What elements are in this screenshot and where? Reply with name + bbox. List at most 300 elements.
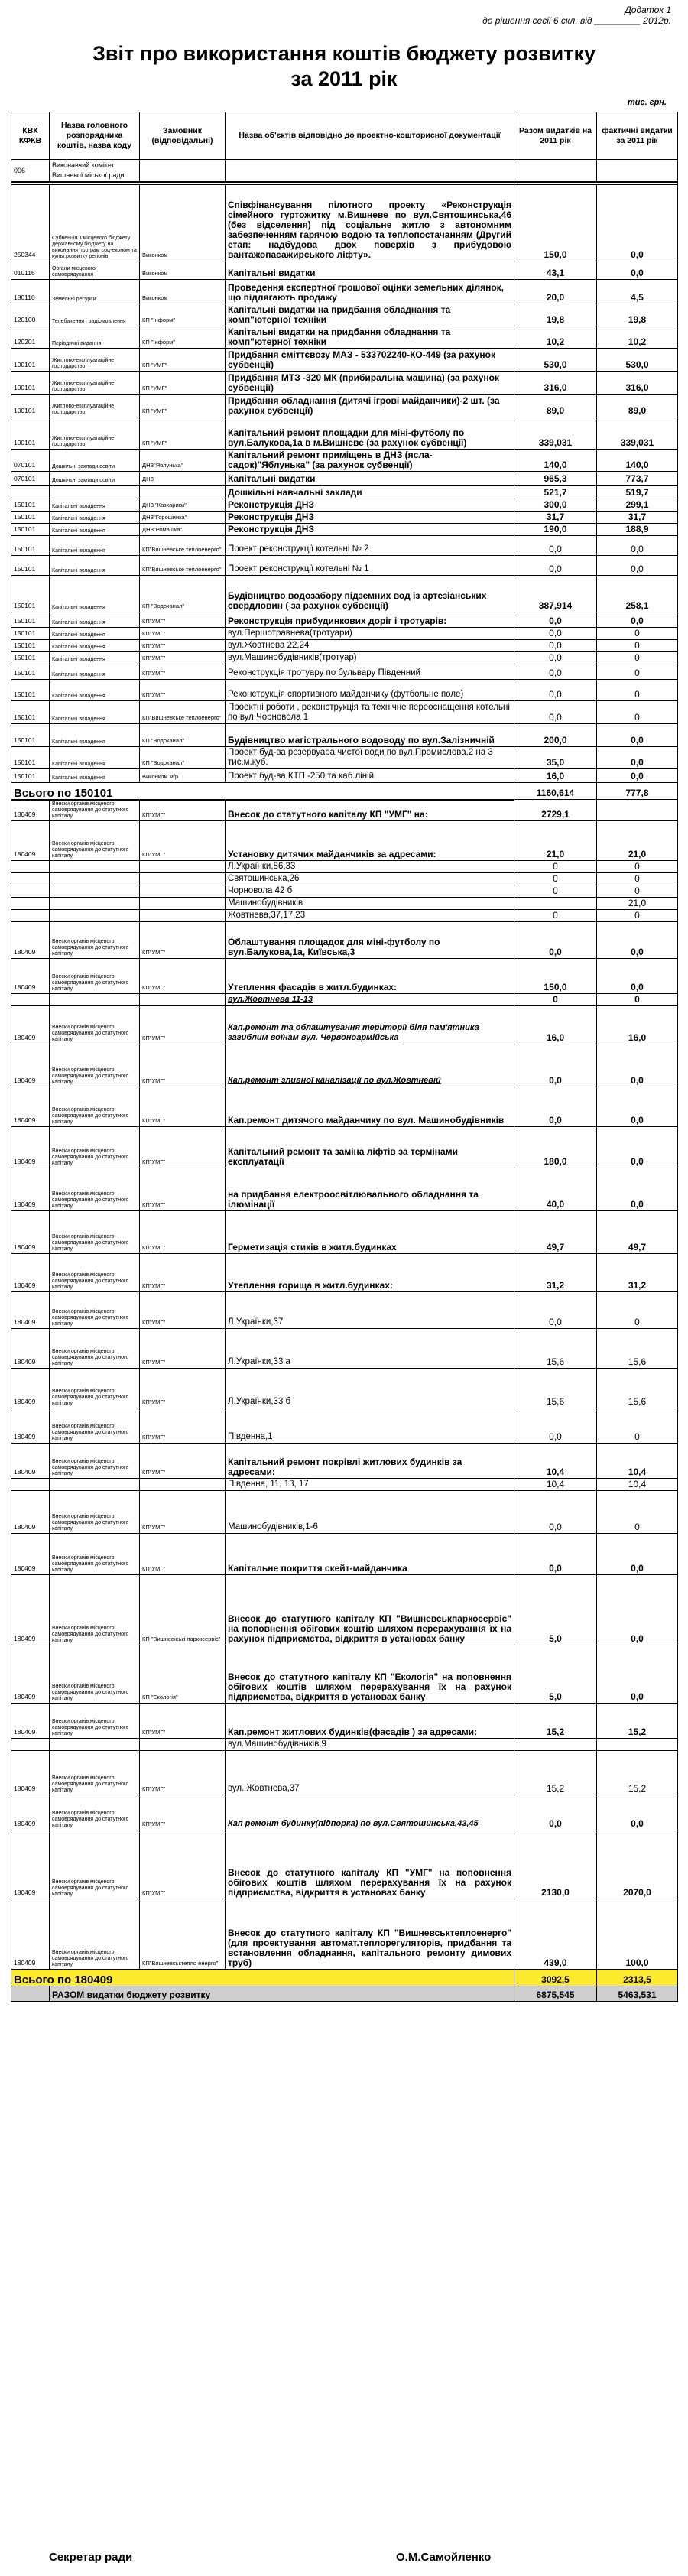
total-150101-label: Всього по 150101 — [11, 783, 514, 800]
table-row — [11, 349, 678, 372]
row-fact: 0 — [597, 1408, 678, 1443]
row-fact: 140,0 — [597, 450, 678, 472]
row-customer: КП"УМГ" — [140, 1210, 226, 1253]
total-150101-plan: 1160,614 — [514, 783, 597, 800]
row-customer: КП "УМГ" — [140, 349, 226, 372]
row-fact: 0,0 — [597, 261, 678, 280]
row-customer: КП"УМГ" — [140, 820, 226, 860]
row-manager: Житлово-експлуатаційне господарство — [50, 372, 140, 395]
row-kfk: 180409 — [11, 921, 50, 958]
row-kfk: 150101 — [11, 576, 50, 612]
row-manager: Капітальні вкладення — [50, 724, 140, 747]
decision-label: до рішення сесії 6 скл. від _________ 2012р. — [482, 15, 671, 26]
table-row — [11, 1044, 678, 1087]
row-object: Капітальні видатки на придбання обладнання та комп"ютерної техніки — [226, 304, 514, 326]
row-customer: КП"УМГ" — [140, 1328, 226, 1368]
row-manager: Внески органів місцевого самоврядування до статутного капіталу — [50, 1044, 140, 1087]
row-manager — [50, 909, 140, 921]
row-customer: КП"УМГ" — [140, 628, 226, 640]
row-kfk: 150101 — [11, 524, 50, 536]
table-row — [11, 1533, 678, 1574]
col-planned: Разом видатків на 2011 рік — [514, 112, 597, 160]
page-title — [0, 41, 688, 92]
row-customer — [140, 993, 226, 1005]
row-customer: КП"УМГ" — [140, 921, 226, 958]
row-manager: Внески органів місцевого самоврядування до статутного капіталу — [50, 1443, 140, 1478]
row-object: Проект буд-ва резервуара чистої води по вул.Промислова,2 на 3 тис.м.куб. — [226, 747, 514, 769]
row-customer: ДНЗ — [140, 472, 226, 486]
row-fact: 10,4 — [597, 1478, 678, 1490]
row-manager: Капітальні вкладення — [50, 652, 140, 664]
row-plan: 0,0 — [514, 1291, 597, 1328]
row-manager: Внески органів місцевого самоврядування до статутного капіталу — [50, 1899, 140, 1969]
row-plan: 49,7 — [514, 1210, 597, 1253]
row-manager: Капітальні вкладення — [50, 769, 140, 783]
row-manager — [50, 872, 140, 885]
row-fact: 0,0 — [597, 1645, 678, 1703]
annex-header — [411, 5, 671, 26]
table-row — [11, 524, 678, 536]
col-customer: Замовник (відповідальні) — [140, 112, 226, 160]
row-object: Установку дитячих майданчиків за адресами: — [226, 820, 514, 860]
row-fact: 773,7 — [597, 472, 678, 486]
row-customer: КП "Водоканал" — [140, 747, 226, 769]
total-150101-fact: 777,8 — [597, 783, 678, 800]
row-plan: 5,0 — [514, 1645, 597, 1703]
row-manager: Дошкільні заклади освіти — [50, 472, 140, 486]
row-kfk — [11, 1738, 50, 1750]
row-kfk — [11, 885, 50, 897]
row-object: Співфінансування пілотного проекту «Реконструкція сімейного гуртожитку м.Вишневе по вул.Святошинська,46 (без відселення) під соціальне житло з автономним забезпеченням гарячою водою та теплопостачанням (Другий етап: надбудова двох поверхів з прибудовою вантажопасажирського ліфту». — [226, 185, 514, 261]
row-plan: 0,0 — [514, 556, 597, 576]
row-fact: 0 — [597, 885, 678, 897]
row-manager: Капітальні вкладення — [50, 664, 140, 680]
row-fact: 21,0 — [597, 820, 678, 860]
row-object: Капітальний ремонт та заміна ліфтів за термінами експлуатації — [226, 1126, 514, 1168]
row-object: вул.Першотравнева(тротуари) — [226, 628, 514, 640]
grand-total-fact: 5463,531 — [597, 1986, 678, 2001]
row-fact: 0,0 — [597, 556, 678, 576]
row-plan: 0,0 — [514, 921, 597, 958]
col-manager: Назва головного розпорядника коштів, назва коду — [50, 112, 140, 160]
table-row — [11, 1005, 678, 1044]
row-kfk — [11, 860, 50, 872]
row-plan: 19,8 — [514, 304, 597, 326]
row-customer: КП"УМГ" — [140, 1044, 226, 1087]
row-plan: 15,2 — [514, 1703, 597, 1738]
table-row — [11, 701, 678, 724]
row-kfk: 180409 — [11, 1087, 50, 1126]
table-row — [11, 304, 678, 326]
row-customer: КП"Вишневське теплоенерго" — [140, 556, 226, 576]
table-row — [11, 1126, 678, 1168]
row-fact: 0,0 — [597, 185, 678, 261]
row-manager: Внески органів місцевого самоврядування до статутного капіталу — [50, 1645, 140, 1703]
row-customer: КП"УМГ" — [140, 1368, 226, 1408]
row-manager: Внески органів місцевого самоврядування до статутного капіталу — [50, 1830, 140, 1899]
row-manager: Капітальні вкладення — [50, 524, 140, 536]
row-manager: Внески органів місцевого самоврядування до статутного капіталу — [50, 1087, 140, 1126]
table-row — [11, 280, 678, 304]
table-row — [11, 1368, 678, 1408]
row-object: Утеплення фасадів в житл.будинках: — [226, 958, 514, 993]
row-fact: 0 — [597, 680, 678, 701]
row-manager: Внески органів місцевого самоврядування до статутного капіталу — [50, 1703, 140, 1738]
row-fact: 0 — [597, 628, 678, 640]
table-row — [11, 921, 678, 958]
col-manager-sub: Виконавчий комітет Вишневої міської ради — [50, 160, 140, 183]
row-fact: 2070,0 — [597, 1830, 678, 1899]
row-object: Капітальні видатки — [226, 261, 514, 280]
table-row — [11, 747, 678, 769]
row-kfk — [11, 486, 50, 499]
row-object: Капітальні видатки на придбання обладнання та комп"ютерної техніки — [226, 326, 514, 349]
row-fact: 0 — [597, 993, 678, 1005]
row-kfk: 180409 — [11, 1645, 50, 1703]
table-row — [11, 1795, 678, 1830]
row-customer — [140, 897, 226, 909]
row-kfk: 180409 — [11, 1795, 50, 1830]
table-row — [11, 1478, 678, 1490]
row-manager: Капітальні вкладення — [50, 556, 140, 576]
row-manager: Капітальні вкладення — [50, 640, 140, 652]
row-customer: КП"УМГ" — [140, 1830, 226, 1899]
row-object: Святошинська,26 — [226, 872, 514, 885]
row-kfk: 180409 — [11, 1899, 50, 1969]
row-fact: 15,6 — [597, 1328, 678, 1368]
table-row — [11, 1408, 678, 1443]
row-fact: 31,7 — [597, 512, 678, 524]
row-plan: 339,031 — [514, 417, 597, 450]
row-manager: Капітальні вкладення — [50, 747, 140, 769]
row-kfk: 150101 — [11, 556, 50, 576]
row-manager — [50, 860, 140, 872]
row-plan: 2729,1 — [514, 800, 597, 821]
row-fact: 0 — [597, 701, 678, 724]
row-object: Машинобудівників — [226, 897, 514, 909]
table-row — [11, 372, 678, 395]
total-180409-plan: 3092,5 — [514, 1969, 597, 1986]
row-plan — [514, 897, 597, 909]
row-kfk: 150101 — [11, 612, 50, 628]
row-customer: КП"УМГ" — [140, 1443, 226, 1478]
table-row — [11, 1443, 678, 1478]
row-manager: Дошкільні заклади освіти — [50, 450, 140, 472]
row-customer: КП"УМГ" — [140, 1795, 226, 1830]
row-manager: Капітальні вкладення — [50, 499, 140, 512]
table-row — [11, 1750, 678, 1795]
row-kfk — [11, 909, 50, 921]
row-customer — [140, 1478, 226, 1490]
table-row — [11, 1490, 678, 1533]
row-object: Кап.ремонт та облаштування території біля пам'ятника загиблим воїнам вул. Червоноармійська — [226, 1005, 514, 1044]
row-manager: Капітальні вкладення — [50, 680, 140, 701]
row-fact: 19,8 — [597, 304, 678, 326]
row-kfk: 180409 — [11, 1443, 50, 1478]
row-kfk: 180409 — [11, 1533, 50, 1574]
row-object: Жовтнева,37,17,23 — [226, 909, 514, 921]
row-kfk: 180409 — [11, 1291, 50, 1328]
row-object: Реконструкція ДНЗ — [226, 512, 514, 524]
table-row — [11, 512, 678, 524]
table-row — [11, 993, 678, 1005]
row-kfk: 150101 — [11, 701, 50, 724]
row-plan: 16,0 — [514, 1005, 597, 1044]
row-manager: Внески органів місцевого самоврядування до статутного капіталу — [50, 921, 140, 958]
table-row — [11, 872, 678, 885]
row-customer: КП"УМГ" — [140, 1408, 226, 1443]
row-fact: 188,9 — [597, 524, 678, 536]
row-fact: 339,031 — [597, 417, 678, 450]
row-plan: 316,0 — [514, 372, 597, 395]
row-manager: Внески органів місцевого самоврядування до статутного капіталу — [50, 1368, 140, 1408]
row-plan: 180,0 — [514, 1126, 597, 1168]
row-manager: Органи місцевого самоврядування — [50, 261, 140, 280]
table-row — [11, 576, 678, 612]
row-customer: КП "УМГ" — [140, 417, 226, 450]
table-row — [11, 909, 678, 921]
row-plan: 5,0 — [514, 1574, 597, 1645]
table-row — [11, 628, 678, 640]
row-customer: КП "Водоканал" — [140, 724, 226, 747]
row-customer: КП "Екологія" — [140, 1645, 226, 1703]
row-kfk — [11, 993, 50, 1005]
row-fact: 0 — [597, 664, 678, 680]
title-line-1: Звіт про використання коштів бюджету розвитку — [92, 42, 596, 65]
table-row — [11, 1574, 678, 1645]
col-object: Назва об'єктів відповідно до проектно-кошторисної документації — [226, 112, 514, 160]
units-label: тис. грн. — [627, 98, 667, 107]
row-object: Машинобудівників,1-6 — [226, 1490, 514, 1533]
row-plan: 0,0 — [514, 680, 597, 701]
table-row — [11, 326, 678, 349]
row-customer: КП"УМГ" — [140, 1168, 226, 1210]
table-row — [11, 556, 678, 576]
row-fact: 0,0 — [597, 769, 678, 783]
row-manager: Періодичні видання — [50, 326, 140, 349]
row-plan: 35,0 — [514, 747, 597, 769]
row-fact: 15,2 — [597, 1703, 678, 1738]
row-customer: КП"УМГ" — [140, 1087, 226, 1126]
row-kfk: 150101 — [11, 536, 50, 556]
table-row — [11, 395, 678, 417]
row-manager: Внески органів місцевого самоврядування до статутного капіталу — [50, 1574, 140, 1645]
row-customer: Виконком — [140, 185, 226, 261]
row-plan: 40,0 — [514, 1168, 597, 1210]
row-object: Кап ремонт будинку(підпорка) по вул.Святошинська,43,45 — [226, 1795, 514, 1830]
row-plan: 439,0 — [514, 1899, 597, 1969]
row-object: Внесок до статутного капіталу КП "Вишневськпаркосервіс" на поповнення обігових коштів шляхом перерахування їх на рахунок підприємства, відкриття в установах банку — [226, 1574, 514, 1645]
row-customer: КП"Вишневське теплоенерго" — [140, 701, 226, 724]
row-customer: КП"Вишневське теплоенерго" — [140, 536, 226, 556]
row-fact: 519,7 — [597, 486, 678, 499]
row-fact: 0,0 — [597, 1087, 678, 1126]
row-manager: Внески органів місцевого самоврядування до статутного капіталу — [50, 1291, 140, 1328]
row-kfk: 180409 — [11, 1703, 50, 1738]
row-object: Капітальні видатки — [226, 472, 514, 486]
table-row — [11, 261, 678, 280]
row-object: Л.Українки,33 а — [226, 1328, 514, 1368]
table-row — [11, 472, 678, 486]
row-kfk: 180409 — [11, 1408, 50, 1443]
row-fact: 4,5 — [597, 280, 678, 304]
row-object: Реконструкція ДНЗ — [226, 524, 514, 536]
row-object: Придбання сміттєвозу МАЗ - 533702240-КО-449 (за рахунок субвенції) — [226, 349, 514, 372]
row-kfk: 010116 — [11, 261, 50, 280]
row-manager — [50, 1738, 140, 1750]
row-fact: 530,0 — [597, 349, 678, 372]
row-object: вул. Жовтнева,37 — [226, 1750, 514, 1795]
row-manager: Капітальні вкладення — [50, 701, 140, 724]
row-fact: 0,0 — [597, 747, 678, 769]
row-customer: КП"УМГ" — [140, 652, 226, 664]
row-plan: 0 — [514, 860, 597, 872]
row-fact: 0,0 — [597, 724, 678, 747]
row-plan: 521,7 — [514, 486, 597, 499]
row-plan: 21,0 — [514, 820, 597, 860]
row-kfk: 150101 — [11, 769, 50, 783]
grand-total-plan: 6875,545 — [514, 1986, 597, 2001]
row-object: Облаштування площадок для міні-футболу по вул.Балукова,1а, Київська,3 — [226, 921, 514, 958]
grand-total-label: РАЗОМ видатки бюджету розвитку — [50, 1986, 514, 2001]
row-plan: 0,0 — [514, 652, 597, 664]
row-kfk: 150101 — [11, 664, 50, 680]
row-plan: 0,0 — [514, 1533, 597, 1574]
table-row — [11, 450, 678, 472]
row-customer — [140, 909, 226, 921]
row-manager: Капітальні вкладення — [50, 612, 140, 628]
row-customer: ДНЗ"Горошинка" — [140, 512, 226, 524]
row-kfk: 180409 — [11, 1490, 50, 1533]
row-plan: 10,4 — [514, 1478, 597, 1490]
footer-secretary: Секретар ради — [49, 2551, 133, 2564]
table-row — [11, 640, 678, 652]
row-manager: Капітальні вкладення — [50, 576, 140, 612]
row-plan: 15,6 — [514, 1328, 597, 1368]
row-fact: 316,0 — [597, 372, 678, 395]
table-row — [11, 185, 678, 261]
table-row — [11, 417, 678, 450]
row-plan: 0,0 — [514, 1490, 597, 1533]
row-object: Внесок до статутного капіталу КП "Екологія" на поповнення обігових коштів шляхом перерахування їх на рахунок підприємства, відкриття в установах банку — [226, 1645, 514, 1703]
row-kfk: 070101 — [11, 450, 50, 472]
row-object: Південна, 11, 13, 17 — [226, 1478, 514, 1490]
row-kfk: 250344 — [11, 185, 50, 261]
row-object: Капітальне покриття скейт-майданчика — [226, 1533, 514, 1574]
row-customer: Виконком — [140, 280, 226, 304]
row-kfk: 180409 — [11, 820, 50, 860]
row-manager: Внески органів місцевого самоврядування до статутного капіталу — [50, 958, 140, 993]
row-manager — [50, 897, 140, 909]
row-fact: 100,0 — [597, 1899, 678, 1969]
row-plan: 0,0 — [514, 1044, 597, 1087]
row-fact: 21,0 — [597, 897, 678, 909]
row-manager: Капітальні вкладення — [50, 512, 140, 524]
row-manager: Внески органів місцевого самоврядування до статутного капіталу — [50, 1750, 140, 1795]
table-row — [11, 536, 678, 556]
row-object: Л.Українки,86,33 — [226, 860, 514, 872]
row-object: вул.Машинобудівників,9 — [226, 1738, 514, 1750]
row-fact: 0,0 — [597, 1126, 678, 1168]
table-row — [11, 1703, 678, 1738]
row-object: Капітальний ремонт покрівлі житлових будинків за адресами: — [226, 1443, 514, 1478]
row-kfk: 180409 — [11, 1126, 50, 1168]
table-row — [11, 1291, 678, 1328]
row-object: Кап.ремонт житлових будинків(фасадів ) за адресами: — [226, 1703, 514, 1738]
table-row — [11, 499, 678, 512]
row-object: Дошкільні навчальні заклади — [226, 486, 514, 499]
row-manager: Внески органів місцевого самоврядування до статутного капіталу — [50, 1533, 140, 1574]
table-row — [11, 1738, 678, 1750]
row-object: Південна,1 — [226, 1408, 514, 1443]
row-fact: 31,2 — [597, 1253, 678, 1291]
row-object: Реконструкція тротуару по бульвару Південний — [226, 664, 514, 680]
row-plan — [514, 1738, 597, 1750]
row-kfk: 150101 — [11, 640, 50, 652]
row-object: Придбання МТЗ -320 МК (прибиральна машина) (за рахунок субвенції) — [226, 372, 514, 395]
table-row — [11, 1830, 678, 1899]
row-kfk: 180409 — [11, 1253, 50, 1291]
row-object: Реконструкція прибудинкових доріг і тротуарів: — [226, 612, 514, 628]
col-kvk: КВК КФКВ — [11, 112, 50, 160]
row-plan: 0,0 — [514, 628, 597, 640]
row-kfk: 070101 — [11, 472, 50, 486]
row-plan: 530,0 — [514, 349, 597, 372]
row-kfk: 150101 — [11, 747, 50, 769]
row-plan: 0,0 — [514, 664, 597, 680]
row-customer: КП"УМГ" — [140, 1750, 226, 1795]
row-fact: 0,0 — [597, 612, 678, 628]
row-fact: 0 — [597, 872, 678, 885]
row-kfk: 180409 — [11, 1574, 50, 1645]
row-manager — [50, 1478, 140, 1490]
row-object: Л.Українки,33 б — [226, 1368, 514, 1408]
row-plan: 0 — [514, 885, 597, 897]
row-fact: 0,0 — [597, 1168, 678, 1210]
row-manager: Внески органів місцевого самоврядування до статутного капіталу — [50, 1005, 140, 1044]
row-manager: Внески органів місцевого самоврядування до статутного капіталу — [50, 820, 140, 860]
table-row — [11, 820, 678, 860]
row-customer: КП"УМГ" — [140, 1533, 226, 1574]
row-customer — [140, 860, 226, 872]
row-fact: 15,6 — [597, 1368, 678, 1408]
row-plan: 31,7 — [514, 512, 597, 524]
row-manager: Внески органів місцевого самоврядування до статутного капіталу — [50, 1168, 140, 1210]
row-manager: Житлово-експлуатаційне господарство — [50, 395, 140, 417]
row-customer — [140, 486, 226, 499]
row-object: Проект буд-ва КТП -250 та каб.ліній — [226, 769, 514, 783]
row-customer: ДНЗ"Яблунька" — [140, 450, 226, 472]
row-plan: 0 — [514, 872, 597, 885]
row-fact: 0,0 — [597, 1533, 678, 1574]
row-kfk: 100101 — [11, 349, 50, 372]
row-object: Герметизація стиків в житл.будинках — [226, 1210, 514, 1253]
row-plan: 150,0 — [514, 185, 597, 261]
row-fact: 49,7 — [597, 1210, 678, 1253]
row-customer: КП"УМГ" — [140, 1291, 226, 1328]
row-object: вул.Жовтнева 22,24 — [226, 640, 514, 652]
row-object: на придбання електроосвітлювального обладнання та ілюмінації — [226, 1168, 514, 1210]
annex-label: Додаток 1 — [625, 5, 671, 15]
row-manager: Внески органів місцевого самоврядування до статутного капіталу — [50, 1328, 140, 1368]
row-customer: КП"УМГ" — [140, 680, 226, 701]
table-row — [11, 1087, 678, 1126]
row-kfk: 150101 — [11, 512, 50, 524]
row-customer: КП"Вишневськтепло енерго" — [140, 1899, 226, 1969]
row-fact: 0 — [597, 1490, 678, 1533]
row-plan: 965,3 — [514, 472, 597, 486]
table-row — [11, 860, 678, 872]
